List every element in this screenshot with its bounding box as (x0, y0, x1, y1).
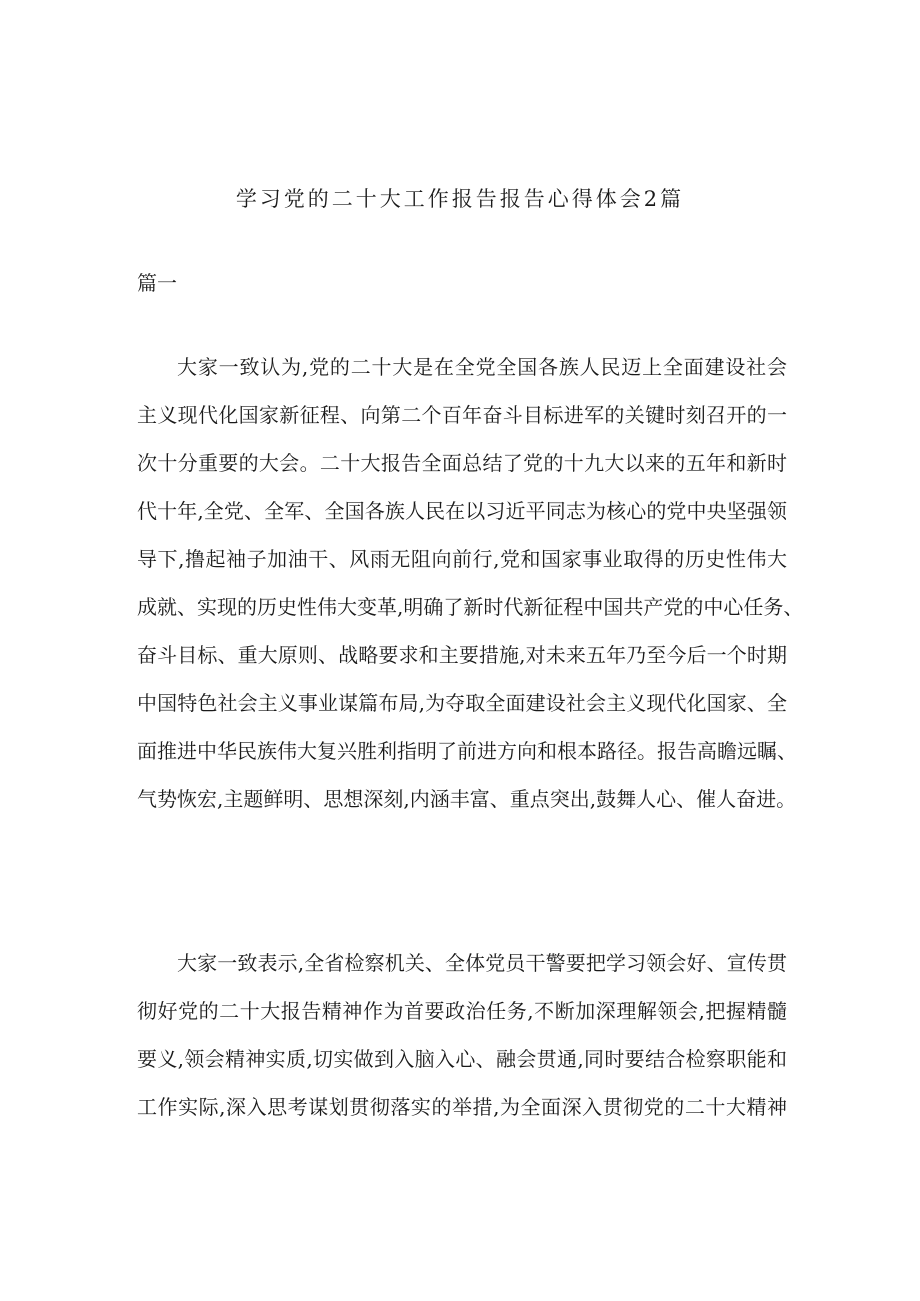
paragraph-line: 导下,撸起袖子加油干、风雨无阻向前行,党和国家事业取得的历史性伟大 (137, 547, 787, 571)
paragraph-line: 中国特色社会主义事业谋篇布局,为夺取全面建设社会主义现代化国家、全 (137, 691, 787, 715)
paragraph-line: 彻好党的二十大报告精神作为首要政治任务,不断加深理解领会,把握精髓 (137, 999, 787, 1023)
paragraph-line: 大家一致表示,全省检察机关、全体党员干警要把学习领会好、宣传贯 (177, 951, 787, 975)
paragraph-line: 要义,领会精神实质,切实做到入脑入心、融会贯通,同时要结合检察职能和 (137, 1047, 787, 1071)
paragraph-1 (137, 343, 804, 823)
paragraph-line: 奋斗目标、重大原则、战略要求和主要措施,对未来五年乃至今后一个时期 (137, 643, 787, 667)
paragraph-line: 气势恢宏,主题鲜明、思想深刻,内涵丰富、重点突出,鼓舞人心、催人奋进。 (137, 787, 797, 811)
paragraph-line: 主义现代化国家新征程、向第二个百年奋斗目标进军的关键时刻召开的一 (137, 403, 787, 427)
paragraph-line: 工作实际,深入思考谋划贯彻落实的举措,为全面深入贯彻党的二十大精神 (137, 1095, 787, 1119)
paragraph-line: 成就、实现的历史性伟大变革,明确了新时代新征程中国共产党的中心任务、 (137, 595, 804, 619)
paragraph-line: 面推进中华民族伟大复兴胜利指明了前进方向和根本路径。报告高瞻远瞩、 (137, 739, 797, 763)
document-title: 学习党的二十大工作报告报告心得体会2篇 (235, 187, 685, 211)
paragraph-line: 次十分重要的大会。二十大报告全面总结了党的十九大以来的五年和新时 (137, 451, 787, 475)
paragraph-2 (137, 939, 787, 1131)
paragraph-line: 大家一致认为,党的二十大是在全党全国各族人民迈上全面建设社会 (177, 355, 787, 379)
paragraph-line: 代十年,全党、全军、全国各族人民在以习近平同志为核心的党中央坚强领 (137, 499, 787, 523)
section-label: 篇一 (137, 271, 177, 295)
